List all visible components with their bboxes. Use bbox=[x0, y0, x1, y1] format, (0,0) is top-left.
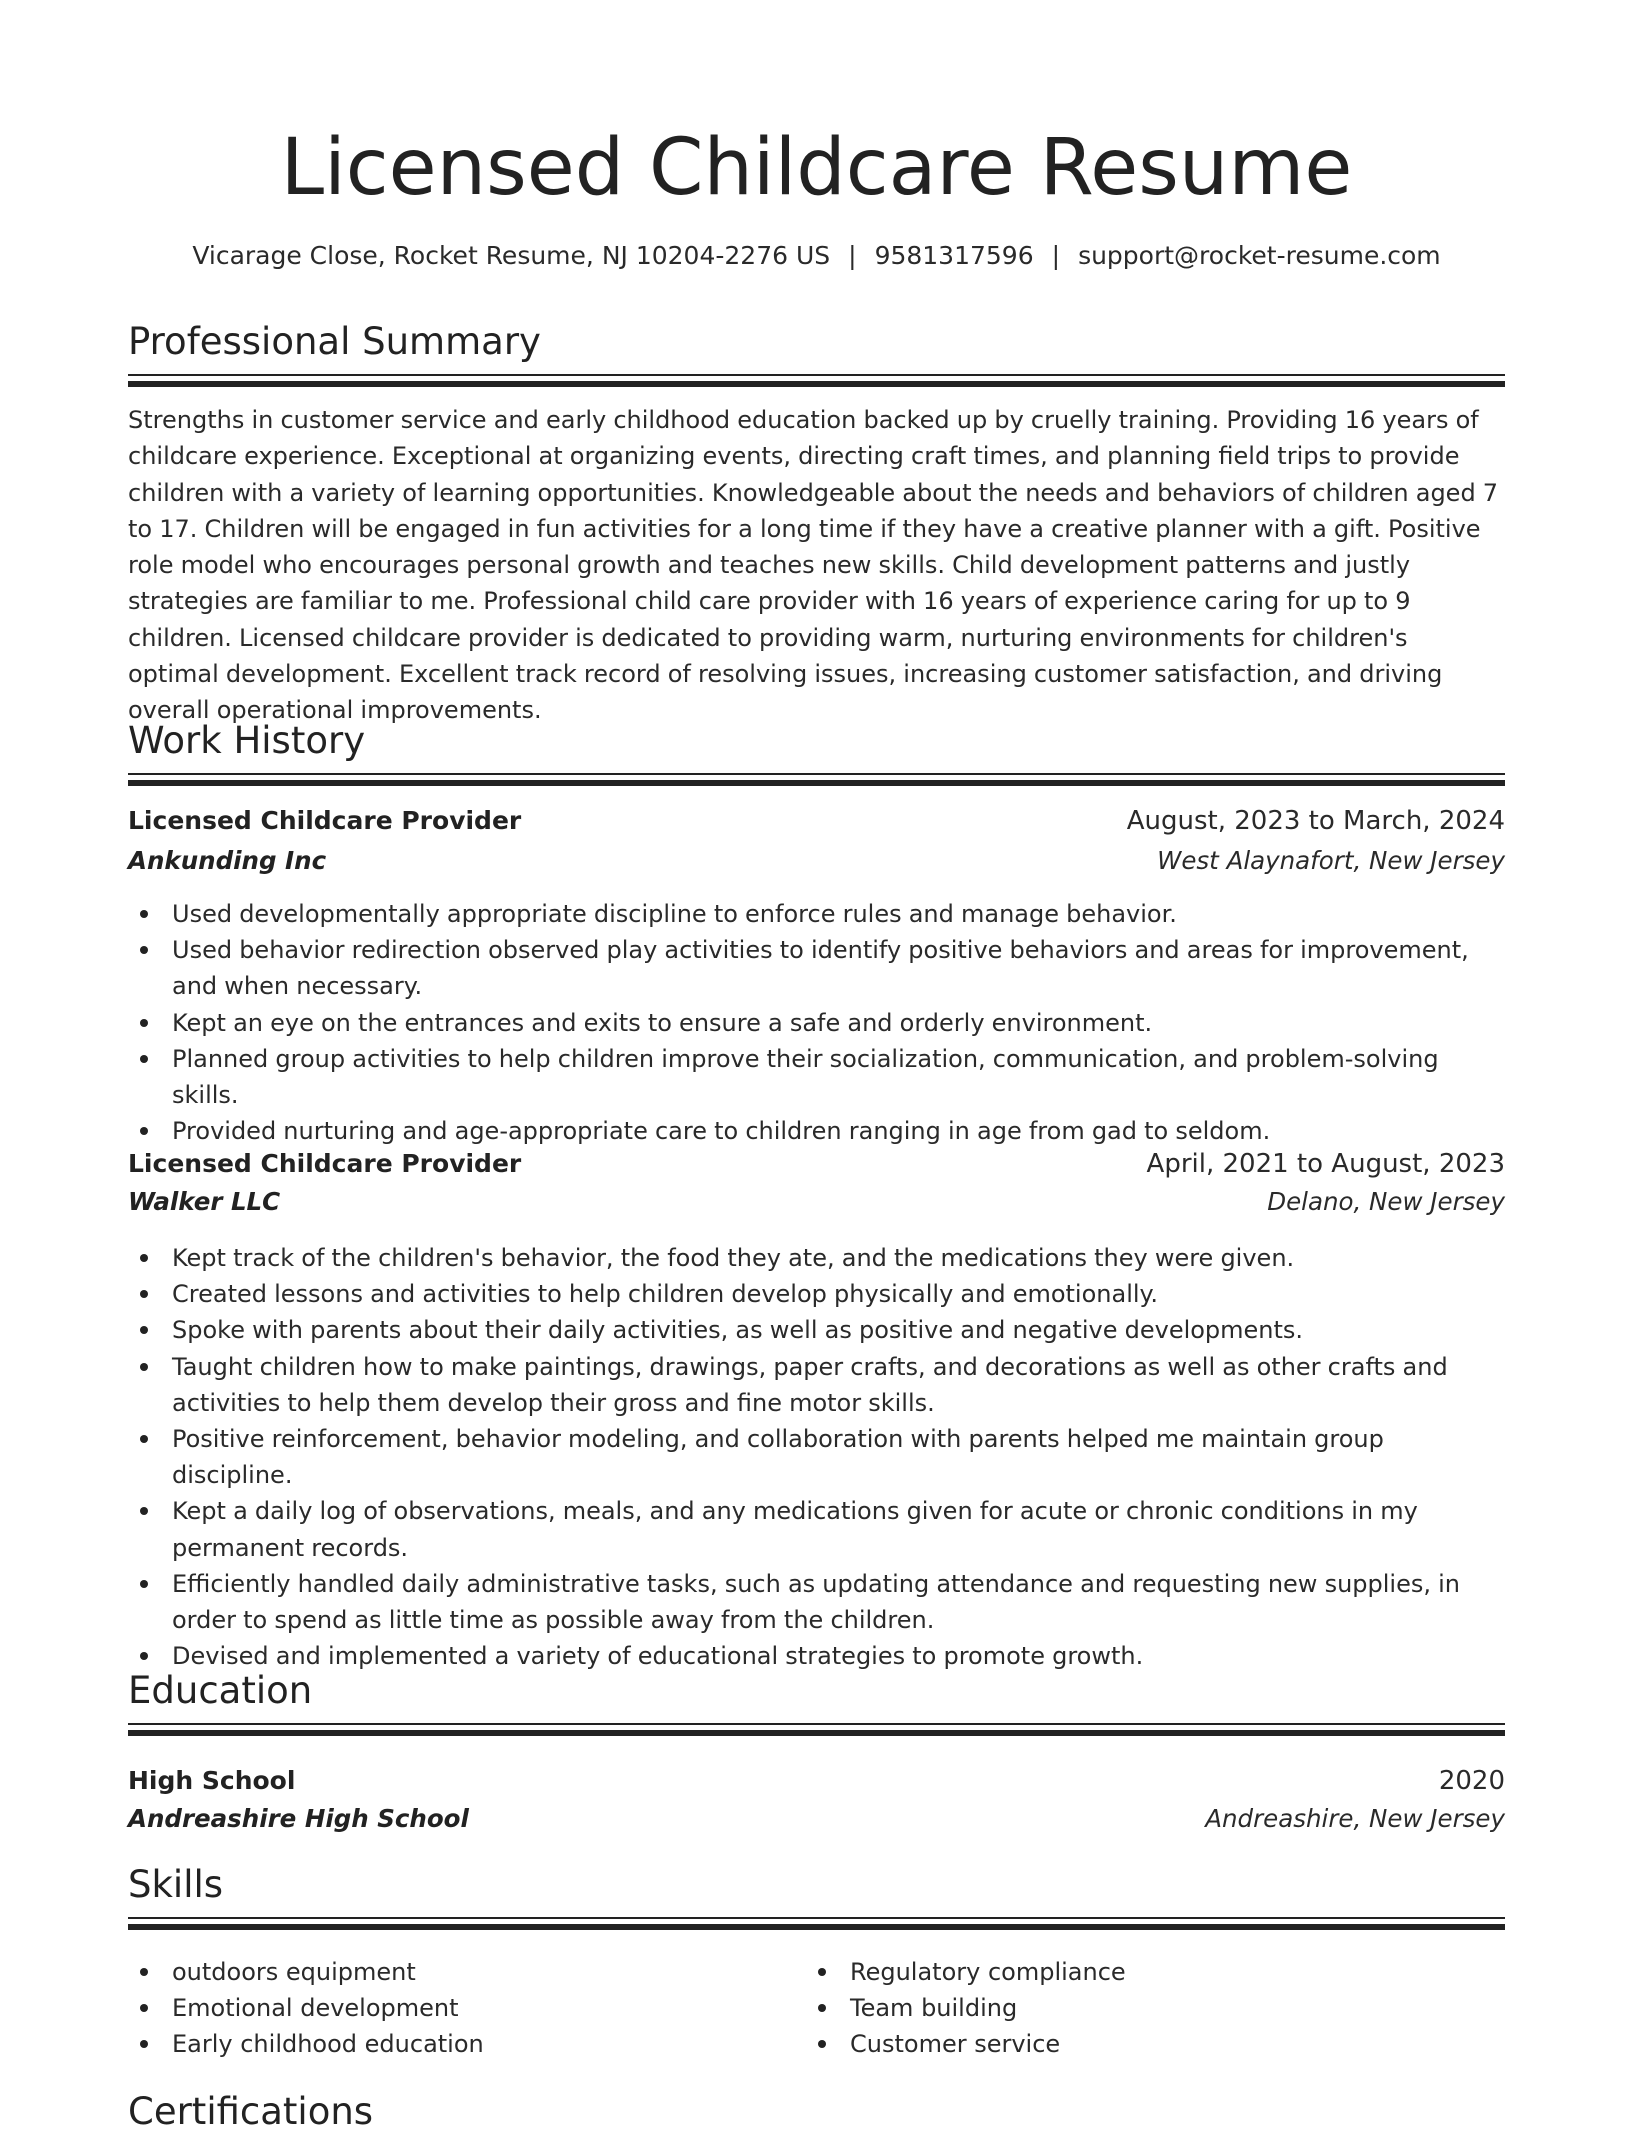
list-item: Team building bbox=[806, 1990, 1466, 2026]
list-item: Kept a daily log of observations, meals, and any medications given for acute or chronic conditions in my permanent records. bbox=[128, 1493, 1505, 1565]
bullet-icon bbox=[140, 1019, 148, 1027]
contact-phone: 9581317596 bbox=[874, 241, 1034, 270]
section-divider bbox=[128, 374, 1505, 387]
bullet-icon bbox=[818, 1968, 826, 1976]
list-item: Early childhood education bbox=[128, 2026, 788, 2062]
job-header bbox=[128, 1146, 1505, 1182]
bullet-icon bbox=[818, 2040, 826, 2048]
list-item: Spoke with parents about their daily activities, as well as positive and negative developments. bbox=[128, 1312, 1505, 1348]
job-header bbox=[128, 803, 1505, 839]
list-item: Provided nurturing and age-appropriate care to children ranging in age from gad to seldom. bbox=[128, 1113, 1505, 1149]
job-title: Licensed Childcare Provider bbox=[128, 806, 522, 835]
list-item: Kept an eye on the entrances and exits to ensure a safe and orderly environment. bbox=[128, 1005, 1505, 1041]
list-item: Created lessons and activities to help children develop physically and emotionally. bbox=[128, 1276, 1505, 1312]
list-item: Customer service bbox=[806, 2026, 1466, 2062]
contact-line bbox=[128, 238, 1505, 274]
list-item: Used behavior redirection observed play activities to identify positive behaviors and areas for improvement, and when necessary. bbox=[128, 932, 1505, 1004]
section-divider bbox=[128, 1917, 1505, 1930]
job-company: Ankunding Inc bbox=[128, 846, 327, 875]
skills-list-left bbox=[128, 1954, 788, 2063]
list-item: Regulatory compliance bbox=[806, 1954, 1466, 1990]
contact-address: Vicarage Close, Rocket Resume, NJ 10204-2276 US bbox=[192, 241, 831, 270]
section-heading-summary: Professional Summary bbox=[128, 320, 541, 363]
bullet-icon bbox=[140, 1290, 148, 1298]
bullet-icon bbox=[140, 1435, 148, 1443]
resume-title: Licensed Childcare Resume bbox=[280, 123, 1353, 213]
education-location: Andreashire, New Jersey bbox=[1205, 1804, 1505, 1833]
job-location: Delano, New Jersey bbox=[1267, 1187, 1505, 1216]
education-year: 2020 bbox=[1438, 1766, 1505, 1796]
job-dates: August, 2023 to March, 2024 bbox=[1126, 806, 1505, 836]
job-location: West Alaynafort, New Jersey bbox=[1157, 846, 1505, 875]
job-subheader bbox=[128, 1184, 1505, 1220]
job-dates: April, 2021 to August, 2023 bbox=[1146, 1149, 1505, 1179]
job-bullet-list bbox=[128, 1240, 1505, 1674]
job-company: Walker LLC bbox=[128, 1187, 281, 1216]
contact-separator: | bbox=[848, 241, 857, 270]
bullet-icon bbox=[140, 1055, 148, 1063]
section-divider bbox=[128, 773, 1505, 786]
contact-email: support@rocket-resume.com bbox=[1078, 241, 1441, 270]
list-item: Efficiently handled daily administrative tasks, such as updating attendance and requesting new supplies, in order to spend as little time as possible away from the children. bbox=[128, 1566, 1505, 1638]
list-item: Devised and implemented a variety of educational strategies to promote growth. bbox=[128, 1638, 1505, 1674]
bullet-icon bbox=[140, 1652, 148, 1660]
section-divider bbox=[128, 1723, 1505, 1736]
list-item: Positive reinforcement, behavior modeling, and collaboration with parents helped me maintain group discipline. bbox=[128, 1421, 1505, 1493]
list-item: Planned group activities to help children improve their socialization, communication, and problem-solving skills. bbox=[128, 1041, 1505, 1113]
list-item: Kept track of the children's behavior, the food they ate, and the medications they were given. bbox=[128, 1240, 1505, 1276]
job-subheader bbox=[128, 843, 1505, 879]
list-item: Taught children how to make paintings, drawings, paper crafts, and decorations as well as other crafts and activities to help them develop their gross and fine motor skills. bbox=[128, 1349, 1505, 1421]
bullet-icon bbox=[140, 1127, 148, 1135]
bullet-icon bbox=[140, 1363, 148, 1371]
bullet-icon bbox=[140, 1326, 148, 1334]
job-bullet-list bbox=[128, 896, 1505, 1149]
bullet-icon bbox=[140, 910, 148, 918]
list-item: outdoors equipment bbox=[128, 1954, 788, 1990]
bullet-icon bbox=[140, 946, 148, 954]
contact-separator: | bbox=[1051, 241, 1061, 270]
list-item: Used developmentally appropriate discipline to enforce rules and manage behavior. bbox=[128, 896, 1505, 932]
section-heading-education: Education bbox=[128, 1669, 313, 1712]
education-subheader bbox=[128, 1801, 1505, 1837]
professional-summary-text: Strengths in customer service and early childhood education backed up by cruelly training. Providing 16 years of childcare experience. Exceptional at organizing events, directing craft times, and planning field trips to provide children with a variety of learning opportunities. Knowledgeable about the needs and behaviors of children aged 7 to 17. Children will be engaged in fun activities for a long time if they have a creative planner with a gift. Positive role model who encourages personal growth and teaches new skills. Child development patterns and justly strategies are familiar to me. Professional child care provider with 16 years of experience caring for up to 9 children. Licensed childcare provider is dedicated to providing warm, nurturing environments for children's optimal development. Excellent track record of resolving issues, increasing customer satisfaction, and driving overall operational improvements. bbox=[128, 406, 1499, 725]
bullet-icon bbox=[140, 1580, 148, 1588]
education-header bbox=[128, 1763, 1505, 1799]
education-degree: High School bbox=[128, 1766, 296, 1795]
job-title: Licensed Childcare Provider bbox=[128, 1149, 522, 1178]
bullet-icon bbox=[140, 1507, 148, 1515]
bullet-icon bbox=[140, 2004, 148, 2012]
bullet-icon bbox=[140, 2040, 148, 2048]
skills-list-right bbox=[806, 1954, 1466, 2063]
bullet-icon bbox=[140, 1968, 148, 1976]
education-school: Andreashire High School bbox=[128, 1804, 469, 1833]
section-heading-skills: Skills bbox=[128, 1863, 224, 1906]
bullet-icon bbox=[818, 2004, 826, 2012]
list-item: Emotional development bbox=[128, 1990, 788, 2026]
section-heading-certifications: Certifications bbox=[128, 2090, 374, 2133]
section-heading-work-history: Work History bbox=[128, 719, 366, 762]
bullet-icon bbox=[140, 1254, 148, 1262]
